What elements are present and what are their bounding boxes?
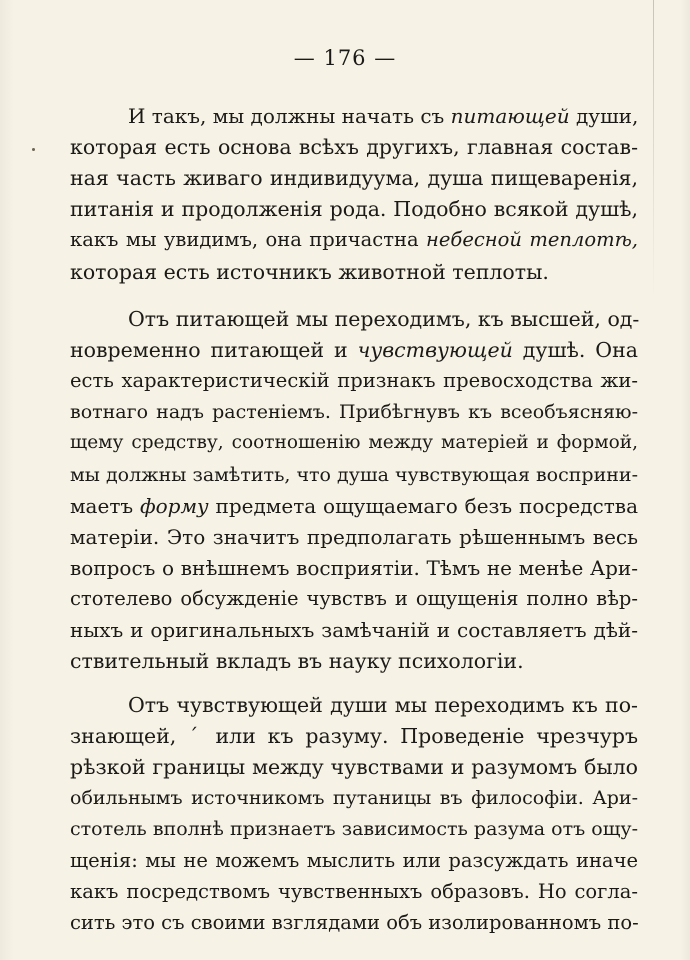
- text-segment: Отъ питающей мы переходимъ, къ высшей, од-: [128, 307, 640, 331]
- page-edge-line: [653, 0, 654, 300]
- text-segment: ныхъ и оригинальныхъ замѣчаній и составляетъ дѣй-: [70, 618, 638, 642]
- text-line: [70, 132, 638, 162]
- text-segment: стотель вполнѣ признаетъ зависимость разума отъ ощу-: [70, 818, 638, 841]
- emphasized-term: форму: [139, 493, 209, 518]
- text-segment: какъ мы увидимъ, она причастна: [70, 228, 427, 252]
- text-line: [70, 877, 638, 907]
- text-segment: предмета ощущаемаго безъ посредства: [208, 493, 638, 518]
- text-line: [70, 522, 638, 552]
- text-segment: новременно питающей и: [70, 338, 358, 363]
- text-line: [70, 721, 638, 751]
- text-line: [128, 101, 638, 131]
- text-line: [70, 397, 638, 427]
- text-segment: И такъ, мы должны начать съ: [128, 104, 451, 128]
- text-line: [70, 335, 638, 365]
- text-segment: Отъ чувствующей души мы переходимъ къ по-: [128, 693, 638, 717]
- page-number: — 176 —: [293, 46, 397, 70]
- text-segment: мы должны замѣтить, что душа чувствующая восприни-: [70, 463, 638, 486]
- text-segment: рѣзкой границы между чувствами и разумомъ было: [70, 755, 638, 780]
- text-segment: души,: [569, 104, 639, 128]
- text-line: [70, 615, 638, 645]
- text-segment: матеріи. Это значитъ предполагать рѣшеннымъ весь: [70, 524, 638, 549]
- text-segment: есть характеристическій признакъ превосходства жи-: [70, 369, 638, 393]
- text-line: [70, 908, 638, 938]
- ink-speck: [32, 148, 35, 151]
- text-segment: душѣ. Она: [512, 338, 638, 363]
- text-segment: питанія и продолженія рода. Подобно всякой душѣ,: [70, 197, 638, 222]
- text-line: [70, 163, 638, 193]
- text-line: [70, 194, 638, 224]
- text-segment: ствительный вкладъ въ науку психологіи.: [70, 649, 524, 674]
- text-line: [70, 225, 638, 255]
- text-segment: какъ посредствомъ чувственныхъ образовъ. Но согла-: [70, 879, 638, 903]
- text-line: [70, 752, 638, 782]
- text-line: [128, 690, 638, 720]
- text-segment: которая есть основа всѣхъ другихъ, главная состав-: [70, 135, 638, 160]
- text-segment: обильнымъ источникомъ путаницы въ философіи. Ари-: [70, 787, 638, 810]
- text-segment: вопросъ о внѣшнемъ восприятіи. Тѣмъ не менѣе Ари-: [70, 555, 638, 580]
- text-line: [70, 553, 638, 583]
- text-line: [70, 428, 638, 458]
- text-segment: маетъ: [70, 493, 140, 518]
- emphasized-term: питающей: [450, 104, 570, 128]
- text-segment: стотелево обсужденіе чувствъ и ощущенія полно вѣр-: [70, 586, 638, 610]
- text-line: [70, 257, 638, 287]
- text-segment: ная часть живаго индивидуума, душа пищеваренія,: [70, 166, 638, 191]
- text-line: [70, 491, 638, 521]
- text-segment: сить это съ своими взглядами объ изолированномъ по-: [70, 910, 639, 934]
- text-line: [70, 846, 638, 876]
- text-segment: знающей, ˊ или къ разуму. Проведеніе чрезчуръ: [70, 724, 638, 749]
- text-segment: которая есть источникъ животной теплоты.: [70, 259, 549, 284]
- text-line: [70, 460, 638, 490]
- text-line: [128, 304, 638, 334]
- text-segment: щему средству, соотношенію между матеріей и формой,: [70, 432, 638, 454]
- text-line: [70, 584, 638, 614]
- text-line: [70, 814, 638, 844]
- text-segment: щенія: мы не можемъ мыслить или разсуждать иначе: [70, 848, 638, 872]
- emphasized-term: чувствующей: [357, 338, 513, 363]
- text-line: [70, 646, 638, 676]
- text-line: [70, 783, 638, 813]
- text-segment: вотнаго надъ растеніемъ. Прибѣгнувъ къ всеобъясняю-: [70, 401, 638, 424]
- emphasized-term: небесной теплотѣ,: [426, 228, 638, 252]
- text-line: [70, 366, 638, 396]
